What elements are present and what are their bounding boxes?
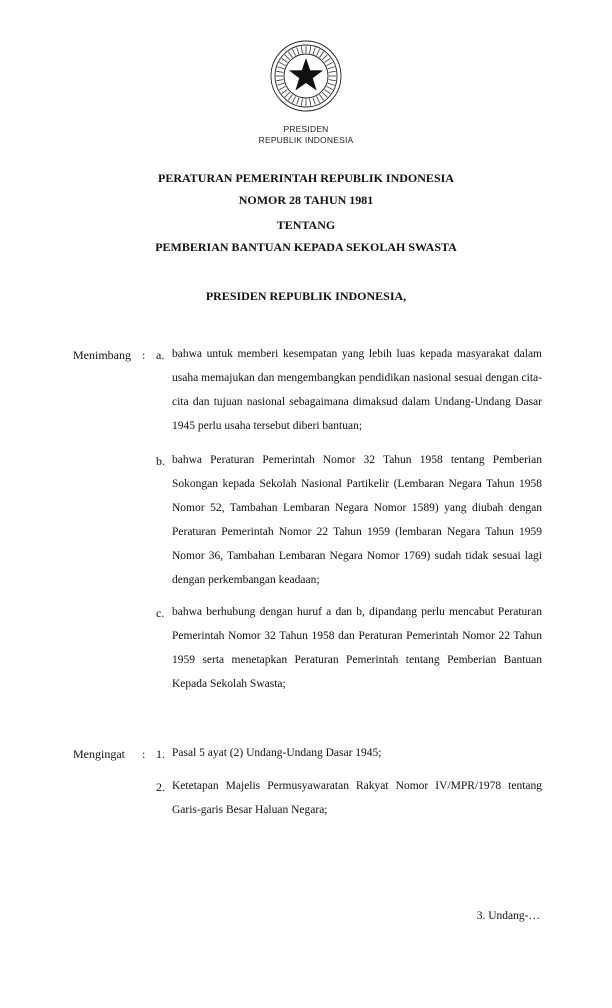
mengingat-item-1-marker: 1.: [156, 747, 165, 761]
menimbang-colon: :: [142, 348, 146, 362]
regulation-number: NOMOR 28 TAHUN 1981: [238, 193, 374, 207]
mengingat-item-1-text: Pasal 5 ayat (2) Undang-Undang Dasar 1945;: [172, 747, 382, 759]
mengingat-label: Mengingat: [73, 747, 125, 761]
presidential-emblem-icon: [268, 38, 344, 114]
mengingat-item-2-marker: 2.: [156, 780, 165, 794]
mengingat-item-2-text: Ketetapan Majelis Permusyawaratan Rakyat Nomor IV/MPR/1978 tentang Garis-garis Besar Haluan Negara;: [172, 780, 542, 816]
menimbang-item-b-text: bahwa Peraturan Pemerintah Nomor 32 Tahun 1958 tentang Pemberian Sokongan kepada Sekolah Nasional Partikelir (Lembaran Negara Tahun 1958 Nomor 52, Tambahan Lembaran Negara Nomor 1589) yang diubah dengan Peraturan Pemerintah Nomor 22 Tahun 1959 (lembaran Negara Tahun 1959 Nomor 36, Tambahan Lembaran Negara Nomor 1769) sudah tidak sesuai lagi dengan perkembangan keadaan;: [172, 454, 542, 586]
menimbang-item-c-text: bahwa berhubung dengan huruf a dan b, dipandang perlu mencabut Peraturan Pemerintah Nomor 32 Tahun 1958 dan Peraturan Pemerintah Nomor 22 Tahun 1959 serta menetapkan Peraturan Pemerintah tentang Pemberian Bantuan Kepada Sekolah Swasta;: [172, 606, 542, 690]
mengingat-colon: :: [142, 747, 146, 761]
regulation-subject: PEMBERIAN BANTUAN KEPADA SEKOLAH SWASTA: [155, 240, 457, 254]
header-caption-presiden: PRESIDEN: [283, 124, 329, 134]
menimbang-item-b-marker: b.: [156, 454, 165, 468]
menimbang-item-c-marker: c.: [156, 606, 165, 620]
president-heading: PRESIDEN REPUBLIK INDONESIA,: [205, 289, 407, 303]
menimbang-item-a-text: bahwa untuk memberi kesempatan yang lebih luas kepada masyarakat dalam usaha memajukan dan mengembangkan pendidikan nasional sesuai dengan cita-cita dan tujuan nasional sebagaimana dimaksud dalam Undang-Undang Dasar 1945 perlu usaha tersebut diberi bantuan;: [172, 348, 542, 432]
menimbang-label: Menimbang: [73, 348, 131, 362]
regulation-tentang: TENTANG: [276, 218, 336, 232]
page-continuation: 3. Undang-…: [476, 910, 540, 922]
menimbang-item-a-marker: a.: [156, 348, 165, 362]
header-caption-republik: REPUBLIK INDONESIA: [258, 135, 354, 145]
regulation-title: PERATURAN PEMERINTAH REPUBLIK INDONESIA: [158, 171, 454, 185]
